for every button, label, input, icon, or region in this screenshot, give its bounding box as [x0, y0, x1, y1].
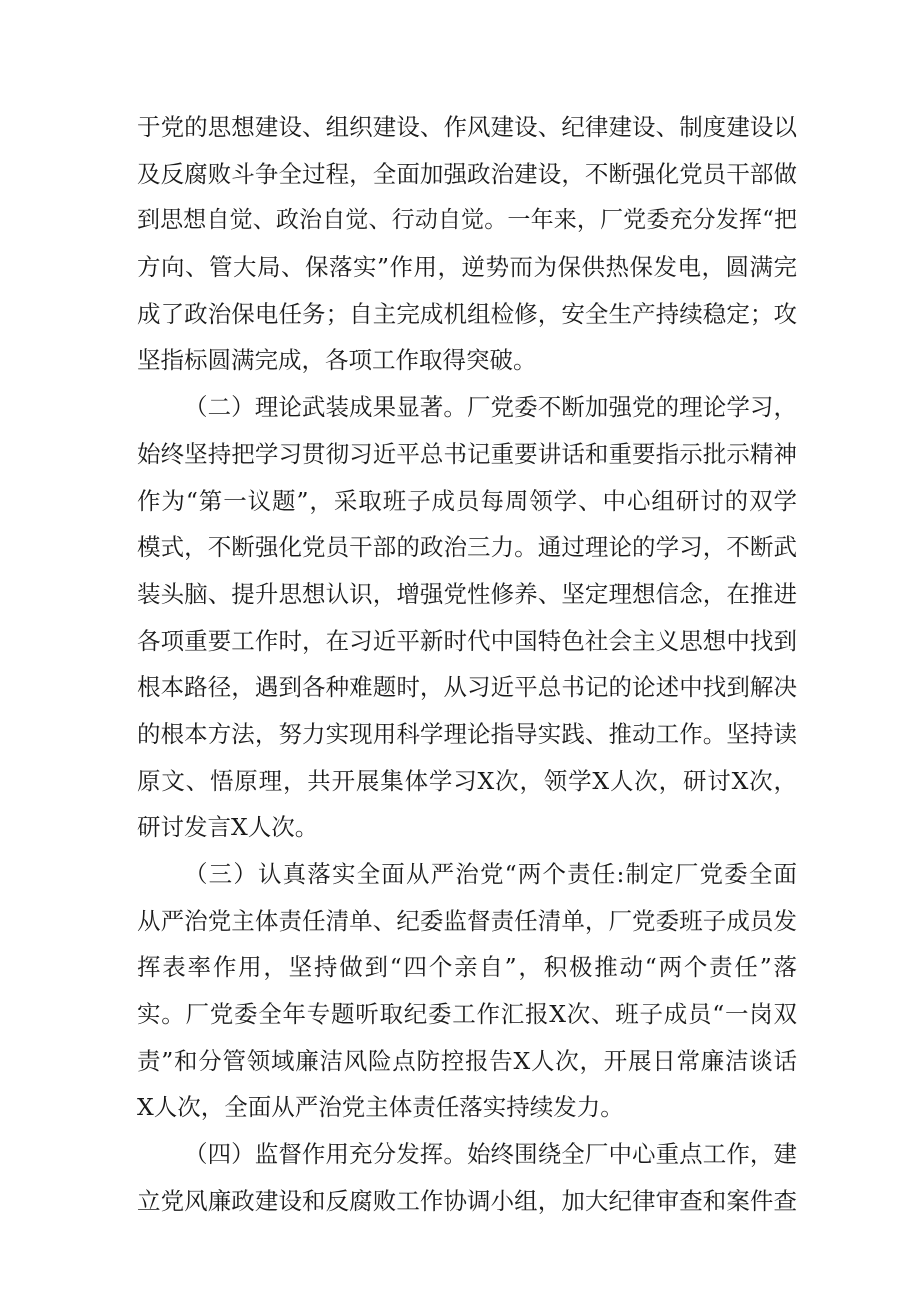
text-line: 方向、管大局、保落实”作用，逆势而为保供热保发电，圆满完 [137, 253, 797, 282]
section-heading-line: （二）理论武装成果显著。厂党委不断加强党的理论学习， [184, 393, 797, 422]
text-line: 从严治党主体责任清单、纪委监督责任清单，厂党委班子成员发 [137, 906, 797, 935]
text-line: 挥表率作用，坚持做到“四个亲自”，积极推动“两个责任”落 [137, 953, 797, 982]
section-heading-line: （四）监督作用充分发挥。始终围绕全厂中心重点工作，建 [184, 1140, 797, 1169]
text-line: 模式，不断强化党员干部的政治三力。通过理论的学习，不断武 [137, 533, 797, 562]
text-line: 始终坚持把学习贯彻习近平总书记重要讲话和重要指示批示精神 [137, 439, 797, 468]
text-line: 于党的思想建设、组织建设、作风建设、纪律建设、制度建设以 [137, 113, 797, 141]
document-body [137, 104, 797, 1225]
text-line: 成了政治保电任务；自主完成机组检修，安全生产持续稳定；攻 [137, 299, 797, 328]
text-line: 原文、悟原理，共开展集体学习X次，领学X人次，研讨X次， [137, 766, 797, 795]
text-line: 根本路径，遇到各种难题时，从习近平总书记的论述中找到解决 [137, 673, 797, 702]
text-line: 研讨发言X人次。 [137, 813, 319, 842]
text-line: 立党风廉政建设和反腐败工作协调小组，加大纪律审查和案件查 [137, 1186, 797, 1215]
text-line: 到思想自觉、政治自觉、行动自觉。一年来，厂党委充分发挥“把 [137, 207, 797, 234]
text-line: 责”和分管领域廉洁风险点防控报告X人次，开展日常廉洁谈话 [137, 1046, 797, 1075]
text-line: 作为“第一议题”，采取班子成员每周领学、中心组研讨的双学 [137, 486, 797, 515]
text-line: 坚指标圆满完成，各项工作取得突破。 [137, 346, 537, 375]
section-heading-line: （三）认真落实全面从严治党“两个责任:制定厂党委全面 [184, 860, 797, 888]
text-line: 的根本方法，努力实现用科学理论指导实践、推动工作。坚持读 [137, 719, 797, 748]
text-line: 实。厂党委全年专题听取纪委工作汇报X次、班子成员“一岗双 [137, 1000, 797, 1029]
text-line: X人次，全面从严治党主体责任落实持续发力。 [137, 1093, 624, 1122]
text-line: 装头脑、提升思想认识，增强党性修养、坚定理想信念，在推进 [137, 579, 797, 608]
text-line: 及反腐败斗争全过程，全面加强政治建设，不断强化党员干部做 [137, 159, 797, 188]
text-line: 各项重要工作时，在习近平新时代中国特色社会主义思想中找到 [137, 626, 797, 655]
